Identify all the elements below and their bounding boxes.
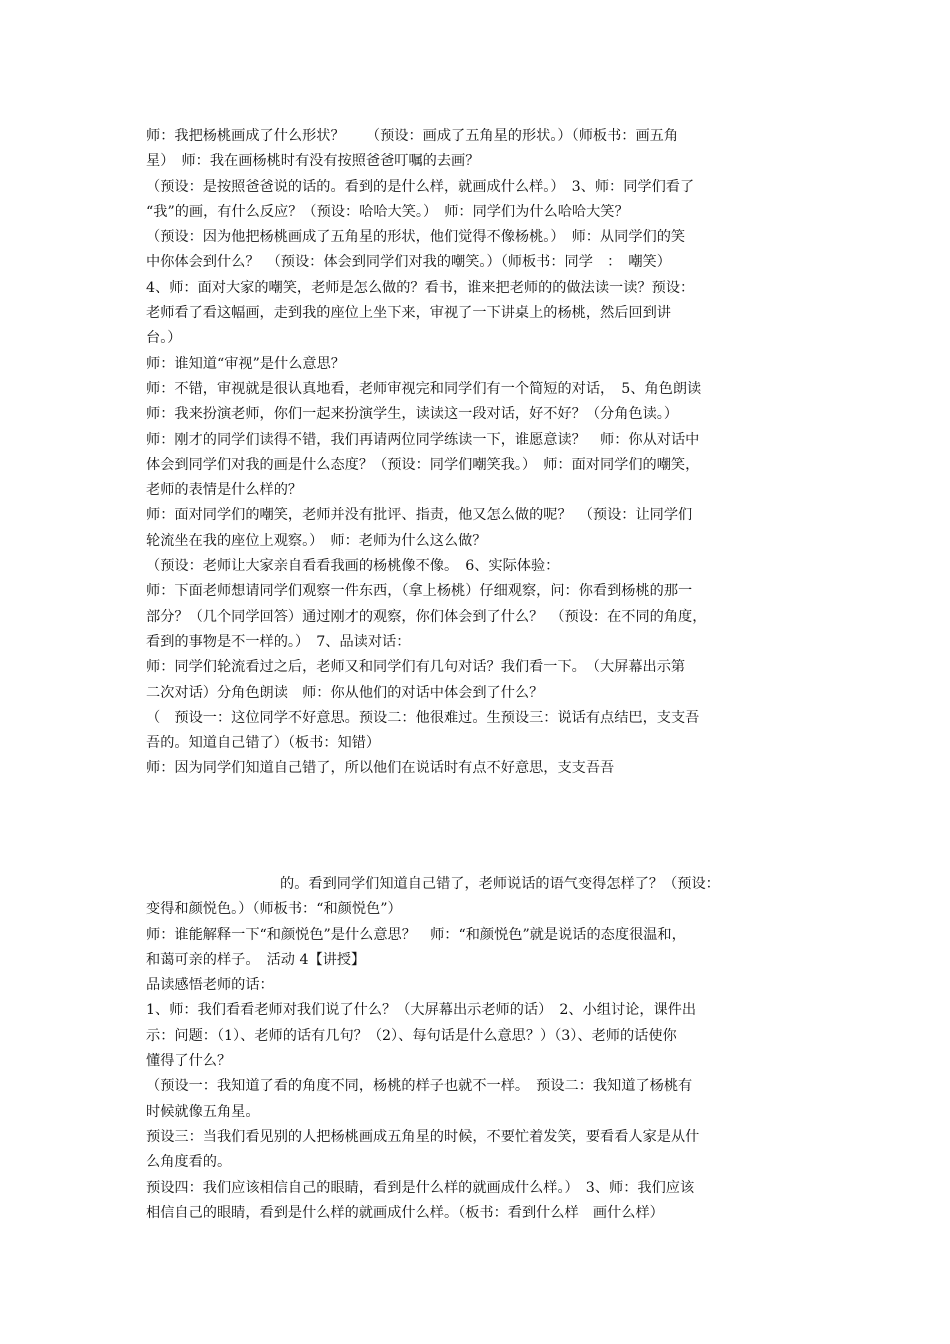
text-line: 预设四：我们应该相信自己的眼睛，看到是什么样的就画成什么样。） 3、师：我们应该 [146,1179,695,1196]
text-line: 示：问题：（1）、老师的话有几句？（2）、每句话是什么意思？）（3）、老师的话使你 [146,1027,677,1044]
text-line: 师：谁能解释一下“和颜悦色”是什么意思？ 师：“和颜悦色”就是说话的态度很温和， [146,926,686,943]
text-line: 老师看了看这幅画，走到我的座位上坐下来，审视了一下讲桌上的杨桃，然后回到讲 [146,305,671,322]
text-line: 台。） [146,330,182,347]
text-line: 预设三：当我们看见别的人把杨桃画成五角星的时候，不要忙着发笑，要看看人家是从什 [146,1128,700,1145]
text-line: 1、师：我们看看老师对我们说了什么？（大屏幕出示老师的话） 2、小组讨论，课件出 [146,1002,697,1019]
text-line: 么角度看的。 [146,1154,232,1171]
text-line: 师：我来扮演老师，你们一起来扮演学生，读读这一段对话，好不好？（分角色读。） [146,406,679,423]
text-line: （ 预设一：这位同学不好意思。预设二：他很难过。生预设三：说话有点结巴，支支吾 [146,709,700,726]
text-line: 相信自己的眼睛，看到是什么样的就画成什么样。（板书：看到什么样 画什么样） [146,1204,664,1221]
text-line: 师：因为同学们知道自己错了，所以他们在说话时有点不好意思，支支吾吾 [146,760,615,777]
text-line: 时候就像五角星。 [146,1103,260,1120]
text-line: 轮流坐在我的座位上观察。） 师：老师为什么这么做？ [146,532,487,549]
paragraph-block-upper [146,124,811,782]
text-line: （预设：老师让大家亲自看看我画的杨桃像不像。 6、实际体验： [146,558,560,575]
text-line: 体会到同学们对我的画是什么态度？（预设：同学们嘲笑我。） 师：面对同学们的嘲笑， [146,456,700,473]
text-line: 和蔼可亲的样子。 活动 4【讲授】 [146,951,366,968]
text-line: 变得和颜悦色。）（师板书：“和颜悦色”） [146,901,402,918]
text-line: （预设：因为他把杨桃画成了五角星的形状，他们觉得不像杨桃。） 师：从同学们的笑 [146,229,686,246]
text-line: 师：同学们轮流看过之后，老师又和同学们有几句对话？我们看一下。 （大屏幕出示第 [146,659,686,676]
text-line: （预设：是按照爸爸说的话的。看到的是什么样，就画成什么样。） 3、师：同学们看了 [146,178,695,195]
text-line: 部分？（几个同学回答）通过刚才的观察，你们体会到了什么？ （预设：在不同的角度， [146,608,707,625]
text-line: 品读感悟老师的话： [146,977,274,994]
text-line: 老师的表情是什么样的？ [146,482,303,499]
paragraph-block-lower [146,872,811,1226]
text-line: 4、师：面对大家的嘲笑，老师是怎么做的？看书，谁来把老师的的做法读一读？预设： [146,279,695,296]
text-line: 师：不错，审视就是很认真地看，老师审视完和同学们有一个简短的对话， 5、角色朗读 [146,380,702,397]
text-line: 师：下面老师想请同学们观察一件东西，（拿上杨桃）仔细观察，问：你看到杨桃的那一 [146,583,693,600]
text-line: 二次对话）分角色朗读 师：你从他们的对话中体会到了什么？ [146,684,544,701]
text-line: 师：我把杨桃画成了什么形状？ （预设：画成了五角星的形状。）（师板书：画五角 [146,128,679,144]
text-line: 星） 师：我在画杨桃时有没有按照爸爸叮嘱的去画？ [146,153,480,170]
text-line: 师：谁知道“审视”是什么意思？ [146,355,345,372]
text-line: 中你体会到什么？ （预设：体会到同学们对我的嘲笑。）（师板书：同学 ： 嘲笑） [146,254,671,271]
text-line: 师：面对同学们的嘲笑，老师并没有批评、指责，他又怎么做的呢？ （预设：让同学们 [146,507,693,524]
text-line: （预设一：我知道了看的角度不同，杨桃的样子也就不一样。 预设二：我知道了杨桃有 [146,1078,693,1095]
text-line: 师：刚才的同学们读得不错，我们再请两位同学练读一下，谁愿意读？ 师：你从对话中 [146,431,700,448]
text-line: 看到的事物是不一样的。） 7、品读对话： [146,633,411,650]
text-line-continued: 的。看到同学们知道自己错了，老师说话的语气变得怎样了？（预设： [280,876,720,892]
text-line: “我”的画，有什么反应？（预设：哈哈大笑。） 师：同学们为什么哈哈大笑？ [146,203,629,220]
text-line: 吾的。知道自己错了）（板书：知错） [146,735,381,752]
text-line: 懂得了什么？ [146,1053,232,1070]
